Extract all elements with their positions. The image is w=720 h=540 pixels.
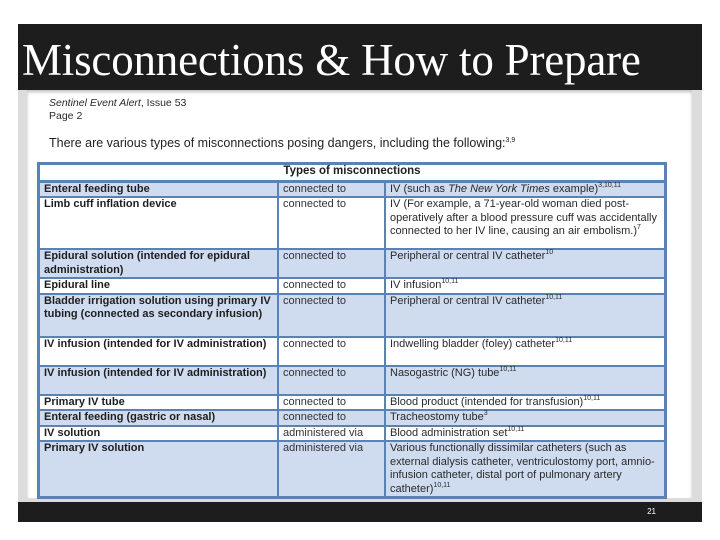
document-image-frame [18,90,702,502]
table-row [39,426,666,442]
intro-paragraph [49,136,515,151]
relation-cell: administered via [278,441,385,498]
device-to-cell [385,395,666,411]
reference-superscript: 3,10,11 [598,181,622,189]
table-row [39,249,666,278]
relation-cell: administered via [278,426,385,442]
table-row [39,278,666,294]
device-to-cell [385,441,666,498]
relation-cell: connected to [278,294,385,337]
document-header [49,97,186,123]
relation-cell: connected to [278,181,385,197]
table-row [39,441,666,498]
table-row [39,197,666,249]
device-to-cell [385,197,666,249]
device-to-text: Nasogastric (NG) tube [390,366,500,379]
device-from-cell: IV infusion (intended for IV administration) [39,366,279,395]
reference-superscript: 3 [483,410,488,417]
intro-references: 3,9 [505,137,516,144]
relation-cell: connected to [278,395,385,411]
device-to-cell [385,181,666,197]
device-to-text: IV (such as [390,182,449,195]
table-row [39,294,666,337]
device-to-text: Various functionally dissimilar catheters (such as external dialysis catheter, ventriculostomy port, amnio-infusion catheter, distal port of pulmonary artery catheter) [390,442,655,495]
device-to-cell [385,294,666,337]
reference-superscript: 10,11 [545,293,563,301]
device-from-cell: IV solution [39,426,279,442]
device-to-cell [385,278,666,294]
table-header: Types of misconnections [39,164,666,182]
device-from-cell: Enteral feeding tube [39,181,279,197]
footer-bar [18,502,702,522]
source-line [49,97,186,110]
reference-superscript: 10,11 [555,336,573,344]
table-row [39,181,666,197]
intro-text: There are various types of misconnections posing dangers, including the following: [49,136,506,150]
table-body [39,181,666,498]
reference-superscript: 10,11 [499,365,517,373]
reference-superscript: 10,11 [441,278,459,285]
table-row [39,337,666,366]
reference-superscript: 10,11 [507,425,525,433]
relation-cell: connected to [278,278,385,294]
device-to-text: Tracheostomy tube [390,411,484,423]
device-to-cell [385,249,666,278]
document-page [27,90,692,498]
table-row [39,395,666,411]
device-from-cell: Epidural line [39,278,279,294]
device-to-cell [385,366,666,395]
source-title: Sentinel Event Alert [49,97,141,109]
reference-superscript: 7 [637,224,641,231]
device-to-text: IV infusion [390,279,442,291]
title-bar [18,24,702,90]
device-to-cell [385,410,666,426]
device-to-text: Peripheral or central IV catheter [390,250,546,262]
slide-title: Misconnections & How to Prepare [22,35,641,85]
relation-cell: connected to [278,337,385,366]
relation-cell: connected to [278,410,385,426]
device-to-text: Indwelling bladder (foley) catheter [390,337,556,350]
device-from-cell: Primary IV tube [39,395,279,411]
reference-superscript: 10,11 [583,394,601,402]
device-to-italic: The New York Times [448,182,550,195]
source-issue: , Issue 53 [140,97,187,109]
relation-cell: connected to [278,197,385,249]
device-to-cell [385,426,666,442]
misconnections-table [37,162,667,499]
relation-cell: connected to [278,249,385,278]
device-to-text: Blood product (intended for transfusion) [390,395,584,408]
device-to-text: Peripheral or central IV catheter [390,294,546,307]
reference-superscript: 10,11 [433,481,451,489]
device-to-text: Blood administration set [390,426,508,439]
device-from-cell: Primary IV solution [39,441,279,498]
device-from-cell: Epidural solution (intended for epidural administration) [39,249,279,278]
device-from-cell: Limb cuff inflation device [39,197,279,249]
reference-superscript: 10 [545,249,554,256]
table-header-row [39,164,666,182]
device-from-cell: Bladder irrigation solution using primary IV tubing (connected as secondary infusion) [39,294,279,337]
table-row [39,410,666,426]
device-to-text: IV (For example, a 71-year-old woman died post-operatively after a blood pressure cuff was accidentally connected to her IV line, causing an air embolism.) [390,198,657,237]
table-row [39,366,666,395]
page-label: Page 2 [49,110,83,122]
slide-number: 21 [647,507,656,516]
device-to-text-end: example) [549,182,599,195]
device-to-cell [385,337,666,366]
relation-cell: connected to [278,366,385,395]
device-from-cell: IV infusion (intended for IV administration) [39,337,279,366]
device-from-cell: Enteral feeding (gastric or nasal) [39,410,279,426]
